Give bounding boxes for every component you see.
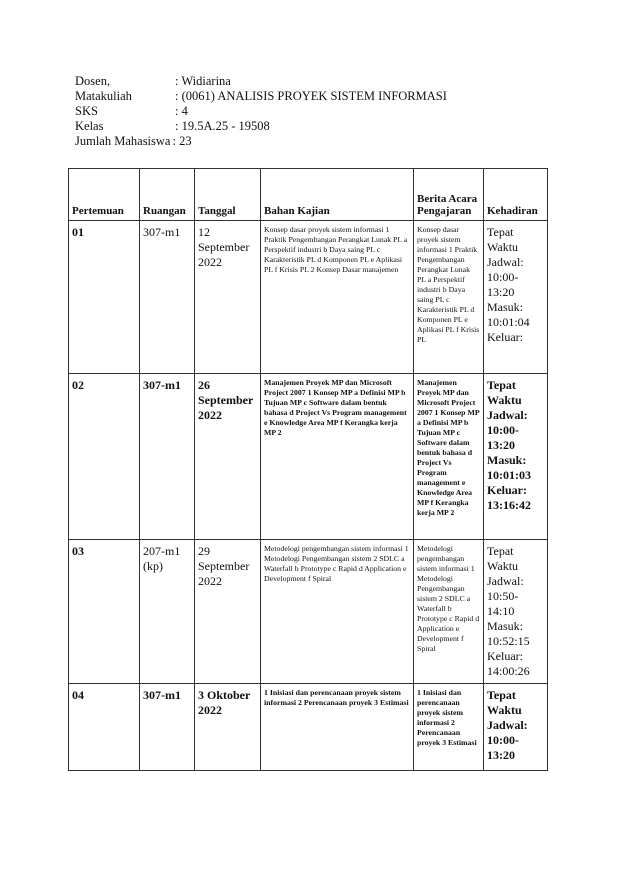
cell-bahan-kajian: Metodelogi pengembangan sistem informasi 1 Metodelogi Pengembangan sistem 2 SDLC a Waterfall b Prototype c Rapid d Application e Development f Spiral xyxy=(261,540,414,684)
matkul-label: Matakuliah xyxy=(75,89,132,103)
cell-kehadiran: Tepat Waktu Jadwal: 10:50-14:10 Masuk: 10:52:15 Keluar: 14:00:26 xyxy=(484,540,548,684)
cell-kehadiran: Tepat Waktu Jadwal: 10:00-13:20 xyxy=(484,684,548,771)
cell-pertemuan: 01 xyxy=(69,221,140,374)
cell-pertemuan: 03 xyxy=(69,540,140,684)
header-berita-acara: Berita Acara Pengajaran xyxy=(414,169,484,221)
cell-berita-acara: Konsep dasar proyek sistem informasi 1 Praktik Pengembangan Perangkat Lunak PL a Perspektif industri b Daya saing PL c Karakteristik PL d Komponen PL e Aplikasi PL f Krisis PL xyxy=(414,221,484,374)
cell-tanggal: 29 September 2022 xyxy=(195,540,261,684)
dosen-label: Dosen, xyxy=(75,74,111,88)
jumlah-label: Jumlah Mahasiswa xyxy=(75,134,171,148)
jumlah-row xyxy=(75,134,545,149)
cell-tanggal: 26 September 2022 xyxy=(195,374,261,540)
kelas-value: : 19.5A.25 - 19508 xyxy=(175,119,270,133)
cell-pertemuan: 04 xyxy=(69,684,140,771)
cell-kehadiran: Tepat Waktu Jadwal: 10:00-13:20 Masuk: 10:01:03 Keluar: 13:16:42 xyxy=(484,374,548,540)
cell-pertemuan: 02 xyxy=(69,374,140,540)
course-info xyxy=(75,74,545,149)
sks-label: SKS xyxy=(75,104,98,118)
header-tanggal: Tanggal xyxy=(195,169,261,221)
dosen-value: : Widiarina xyxy=(175,74,231,88)
attendance-table xyxy=(68,168,548,771)
table-row xyxy=(69,374,548,540)
kelas-row xyxy=(75,119,545,134)
cell-berita-acara: 1 Inisiasi dan perencanaan proyek sistem informasi 2 Perencanaan proyek 3 Estimasi xyxy=(414,684,484,771)
table-row xyxy=(69,540,548,684)
cell-berita-acara: Manajemen Proyek MP dan Microsoft Project 2007 1 Konsep MP a Definisi MP b Tujuan MP c Software dalam bentuk bahasa d Project Vs Program management e Knowledge Area MP f Kerangka kerja MP 2 xyxy=(414,374,484,540)
header-pertemuan: Pertemuan xyxy=(69,169,140,221)
sks-value: : 4 xyxy=(175,104,188,118)
cell-tanggal: 3 Oktober 2022 xyxy=(195,684,261,771)
cell-bahan-kajian: Manajemen Proyek MP dan Microsoft Project 2007 1 Konsep MP a Definisi MP b Tujuan MP c Software dalam bentuk bahasa d Project Vs Program management e Knowledge Area MP f Kerangka kerja MP 2 xyxy=(261,374,414,540)
jumlah-value: : 23 xyxy=(172,134,192,148)
cell-berita-acara: Metodelogi pengembangan sistem informasi 1 Metodelogi Pengembangan sistem 2 SDLC a Waterfall b Prototype c Rapid d Application e Development f Spiral xyxy=(414,540,484,684)
cell-ruangan: 307-m1 xyxy=(140,374,195,540)
header-bahan-kajian: Bahan Kajian xyxy=(261,169,414,221)
kelas-label: Kelas xyxy=(75,119,104,133)
header-ruangan: Ruangan xyxy=(140,169,195,221)
cell-ruangan: 207-m1 (kp) xyxy=(140,540,195,684)
matkul-row xyxy=(75,89,545,104)
cell-ruangan: 307-m1 xyxy=(140,684,195,771)
cell-kehadiran: Tepat Waktu Jadwal: 10:00-13:20 Masuk: 10:01:04 Keluar: xyxy=(484,221,548,374)
cell-bahan-kajian: 1 Inisiasi dan perencanaan proyek sistem informasi 2 Perencanaan proyek 3 Estimasi xyxy=(261,684,414,771)
header-kehadiran: Kehadiran xyxy=(484,169,548,221)
cell-tanggal: 12 September 2022 xyxy=(195,221,261,374)
matkul-value: : (0061) ANALISIS PROYEK SISTEM INFORMASI xyxy=(175,89,447,103)
cell-bahan-kajian: Konsep dasar proyek sistem informasi 1 Praktik Pengembangan Perangkat Lunak PL a Perspektif industri b Daya saing PL c Karakteristik PL d Komponen PL e Aplikasi PL f Krisis PL 2 Konsep Dasar manajemen xyxy=(261,221,414,374)
table-header-row xyxy=(69,169,548,221)
dosen-row xyxy=(75,74,545,89)
sks-row xyxy=(75,104,545,119)
table-row xyxy=(69,221,548,374)
cell-ruangan: 307-m1 xyxy=(140,221,195,374)
table-row xyxy=(69,684,548,771)
